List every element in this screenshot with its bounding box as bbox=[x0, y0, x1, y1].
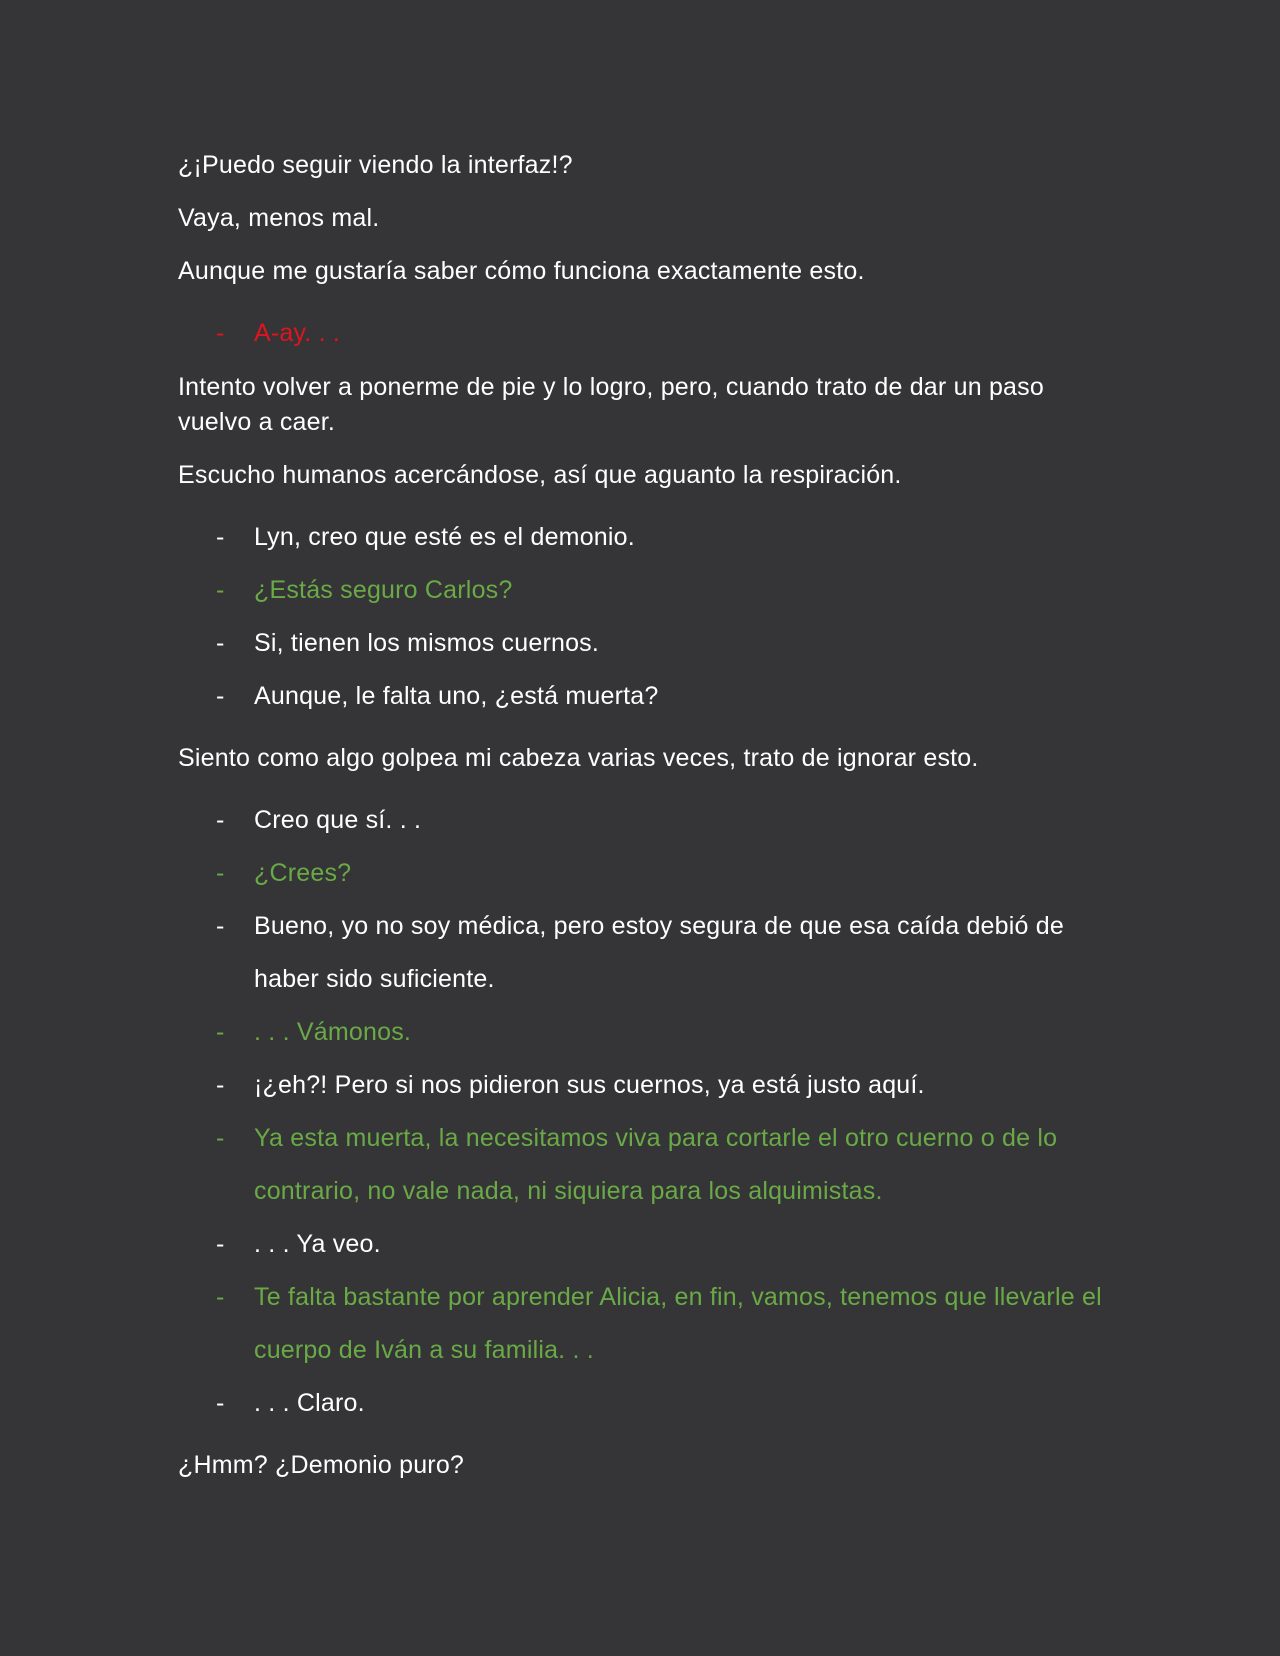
dialogue-text: Si, tienen los mismos cuernos. bbox=[254, 629, 600, 657]
dialogue-text: ¿Estás seguro Carlos? bbox=[254, 576, 513, 604]
dialogue-text: Te falta bastante por aprender Alicia, en fin, vamos, tenemos que llevarle el cuerpo de Iván a su familia. . . bbox=[254, 1283, 1102, 1364]
dialogue-dash: - bbox=[216, 1389, 225, 1417]
document-page bbox=[178, 148, 1108, 1501]
dialogue-line bbox=[178, 670, 1108, 723]
dialogue-line bbox=[178, 900, 1108, 1006]
dialogue-line bbox=[178, 794, 1108, 847]
dialogue-dash: - bbox=[216, 859, 225, 887]
dialogue-line bbox=[178, 847, 1108, 900]
dialogue-dash: - bbox=[216, 1283, 225, 1311]
dialogue-dash: - bbox=[216, 1018, 225, 1046]
dialogue-text: Ya esta muerta, la necesitamos viva para cortarle el otro cuerno o de lo contrario, no vale nada, ni siquiera para los alquimistas. bbox=[254, 1124, 1058, 1205]
dialogue-dash: - bbox=[216, 1230, 225, 1258]
dialogue-dash: - bbox=[216, 682, 225, 710]
dialogue-text: . . . Claro. bbox=[254, 1389, 365, 1417]
dialogue-line bbox=[178, 1218, 1108, 1271]
dialogue-line bbox=[178, 1006, 1108, 1059]
narration-paragraph: Escucho humanos acercándose, así que aguanto la respiración. bbox=[178, 461, 902, 489]
dialogue-text: Aunque, le falta uno, ¿está muerta? bbox=[254, 682, 659, 710]
dialogue-dash: - bbox=[216, 629, 225, 657]
narration-paragraph: Aunque me gustaría saber cómo funciona exactamente esto. bbox=[178, 257, 865, 285]
dialogue-line bbox=[178, 1271, 1108, 1377]
dialogue-dash: - bbox=[216, 576, 225, 604]
narration-paragraph: Vaya, menos mal. bbox=[178, 204, 380, 232]
dialogue-line bbox=[178, 1377, 1108, 1430]
dialogue-dash: - bbox=[216, 1124, 225, 1152]
dialogue-text: . . . Ya veo. bbox=[254, 1230, 381, 1258]
narration-paragraph: Intento volver a ponerme de pie y lo logro, pero, cuando trato de dar un paso vuelvo a caer. bbox=[178, 373, 1044, 436]
dialogue-dash: - bbox=[216, 523, 225, 551]
dialogue-line bbox=[178, 1059, 1108, 1112]
dialogue-text: . . . Vámonos. bbox=[254, 1018, 412, 1046]
narration-paragraph: Siento como algo golpea mi cabeza varias veces, trato de ignorar esto. bbox=[178, 744, 979, 772]
dialogue-text: Creo que sí. . . bbox=[254, 806, 422, 834]
dialogue-dash: - bbox=[216, 912, 225, 940]
dialogue-text: Bueno, yo no soy médica, pero estoy segura de que esa caída debió de haber sido suficiente. bbox=[254, 912, 1064, 993]
dialogue-line bbox=[178, 1112, 1108, 1218]
dialogue-text: Lyn, creo que esté es el demonio. bbox=[254, 523, 635, 551]
dialogue-line bbox=[178, 564, 1108, 617]
dialogue-text: ¡¿eh?! Pero si nos pidieron sus cuernos, ya está justo aquí. bbox=[254, 1071, 925, 1099]
dialogue-line bbox=[178, 307, 1108, 360]
narration-paragraph: ¿¡Puedo seguir viendo la interfaz!? bbox=[178, 151, 573, 179]
dialogue-line bbox=[178, 511, 1108, 564]
dialogue-text: A-ay. . . bbox=[254, 319, 341, 347]
dialogue-dash: - bbox=[216, 806, 225, 834]
dialogue-text: ¿Crees? bbox=[254, 859, 352, 887]
dialogue-dash: - bbox=[216, 319, 225, 347]
narration-paragraph: ¿Hmm? ¿Demonio puro? bbox=[178, 1451, 465, 1479]
dialogue-dash: - bbox=[216, 1071, 225, 1099]
dialogue-line bbox=[178, 617, 1108, 670]
